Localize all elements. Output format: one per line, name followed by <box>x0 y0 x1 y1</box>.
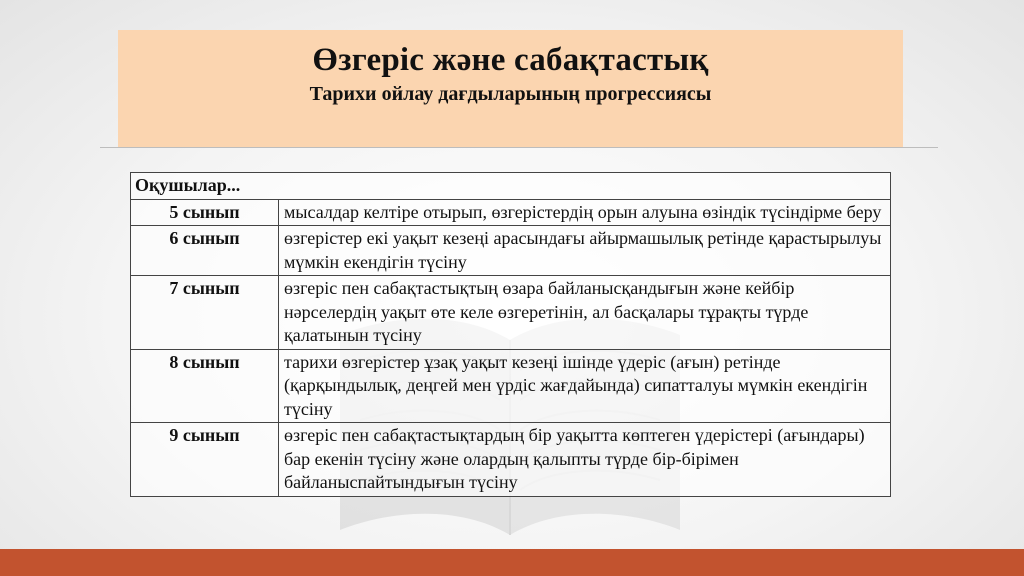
description-cell: өзгерістер екі уақыт кезеңі арасындағы айырмашылық ретінде қарастырылуы мүмкін екендігін түсіну <box>279 226 891 276</box>
table-header: Оқушылар... <box>131 173 891 200</box>
description-cell: мысалдар келтіре отырып, өзгерістердің орын алуына өзіндік түсіндірме беру <box>279 199 891 226</box>
table-header-row <box>131 173 891 200</box>
table-row <box>131 226 891 276</box>
divider-line <box>100 147 938 148</box>
table-row <box>131 423 891 497</box>
description-cell: өзгеріс пен сабақтастықтардың бір уақытта көптеген үдерістері (ағындары) бар екенін түсіну және олардың қалыпты түрде бір-бірімен байланыспайтындығын түсіну <box>279 423 891 497</box>
bottom-accent-bar <box>0 549 1024 576</box>
description-cell: өзгеріс пен сабақтастықтың өзара байланысқандығын және кейбір нәрселердің уақыт өте келе өзгеретінін, ал басқалары тұрақты түрде қалатынын түсіну <box>279 276 891 350</box>
slide-title: Өзгеріс және сабақтастық <box>312 42 709 78</box>
table-row <box>131 276 891 350</box>
table-row <box>131 199 891 226</box>
grade-cell: 9 сынып <box>131 423 279 497</box>
description-cell: тарихи өзгерістер ұзақ уақыт кезеңі ішінде үдеріс (ағын) ретінде (қарқындылық, деңгей мен үрдіс жағдайында) сипатталуы мүмкін екендігін түсіну <box>279 349 891 423</box>
slide-subtitle: Тарихи ойлау дағдыларының прогрессиясы <box>309 83 712 105</box>
skills-progression-table <box>130 172 891 497</box>
table-row <box>131 349 891 423</box>
grade-cell: 8 сынып <box>131 349 279 423</box>
grade-cell: 7 сынып <box>131 276 279 350</box>
title-banner <box>118 30 903 148</box>
grade-cell: 5 сынып <box>131 199 279 226</box>
grade-cell: 6 сынып <box>131 226 279 276</box>
